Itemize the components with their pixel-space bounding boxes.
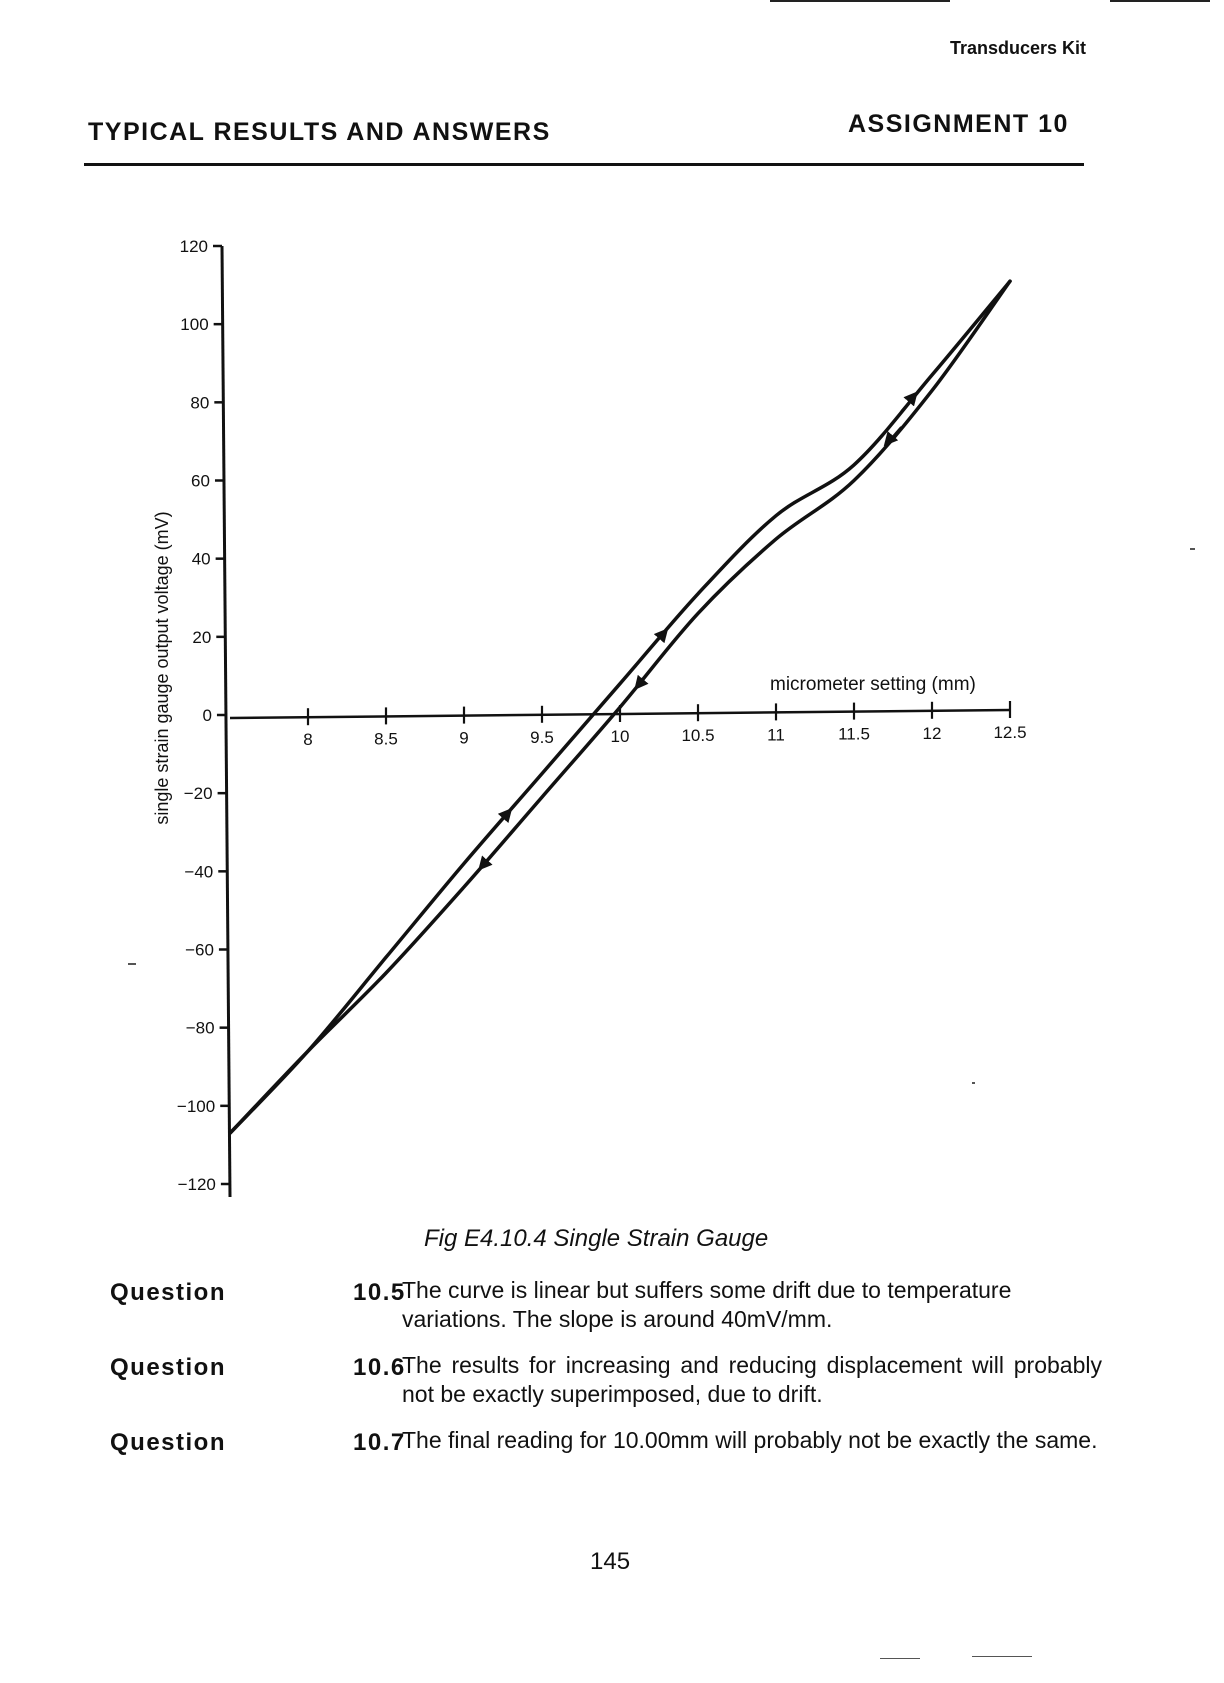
kit-label: Transducers Kit: [950, 38, 1087, 58]
x-tick-label: 9.5: [530, 727, 554, 747]
question-word: Question: [110, 1354, 227, 1381]
question-number: 10.6: [353, 1354, 406, 1381]
question-number: 10.5: [353, 1279, 406, 1306]
y-tick-label: −20: [183, 784, 213, 804]
question-word: Question: [110, 1429, 227, 1456]
x-tick-label: 12.5: [993, 723, 1027, 742]
direction-arrow: [639, 670, 651, 685]
scan-speck: [972, 1656, 1032, 1657]
question-label: [110, 1354, 406, 1382]
page-number: 145: [590, 1548, 631, 1575]
answer-text: The curve is linear but suffers some drift due to temperature variations. The slope is around 40mV/mm.: [402, 1277, 1012, 1332]
x-tick-label: 10.5: [681, 726, 715, 746]
direction-arrow: [483, 851, 495, 865]
y-tick-label: 80: [190, 393, 210, 413]
question-label: [110, 1279, 406, 1307]
scan-speck: [128, 963, 136, 965]
y-axis-line: [222, 246, 230, 1197]
x-tick-label: 10: [610, 727, 630, 746]
y-tick-label: 0: [202, 706, 212, 725]
scan-speck: [1190, 548, 1195, 550]
answer-text: The final reading for 10.00mm will probably not be exactly the same.: [402, 1427, 1098, 1453]
direction-arrow: [495, 813, 507, 827]
y-tick-label: 100: [180, 315, 209, 335]
x-tick-label: 9: [459, 728, 469, 748]
x-tick-label: 11.5: [838, 724, 870, 744]
y-tick-label: 60: [191, 471, 210, 491]
answer-text: The results for increasing and reducing displacement will probably not be exactly superimposed, due to drift.: [402, 1352, 1102, 1407]
question-label: [110, 1429, 406, 1457]
y-axis-label: single strain gauge output voltage (mV): [152, 511, 172, 825]
x-tick-label: 8: [303, 730, 313, 750]
section-title: TYPICAL RESULTS AND ANSWERS: [88, 118, 551, 146]
x-axis-label: micrometer setting (mm): [770, 674, 976, 695]
y-tick-label: −40: [184, 862, 214, 882]
y-tick-label: 120: [179, 237, 208, 256]
y-tick-label: −120: [177, 1175, 216, 1194]
figure-caption: Fig E4.10.4 Single Strain Gauge: [424, 1225, 769, 1252]
y-tick-label: −80: [185, 1018, 215, 1038]
assignment-label: ASSIGNMENT 10: [848, 110, 1069, 138]
scan-speck: [972, 1082, 975, 1084]
x-tick-label: 12: [922, 723, 942, 743]
x-tick-label: 8.5: [374, 729, 398, 749]
question-word: Question: [110, 1279, 227, 1306]
x-tick-label: 11: [767, 725, 785, 745]
y-tick-label: −60: [185, 940, 214, 960]
direction-arrow: [651, 633, 663, 647]
y-tick-label: 20: [192, 627, 212, 647]
question-number: 10.7: [353, 1429, 406, 1456]
y-tick-label: 40: [191, 549, 211, 569]
y-tick-label: −100: [176, 1096, 216, 1116]
scan-speck: [880, 1658, 920, 1659]
direction-arrow: [901, 397, 913, 411]
